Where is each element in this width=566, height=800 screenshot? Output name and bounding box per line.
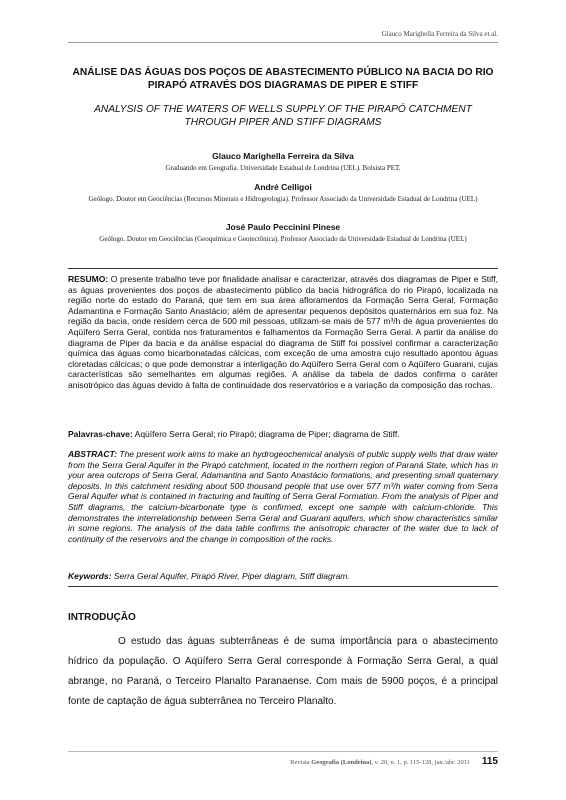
resumo-text: O presente trabalho teve por finalidade analisar e caracterizar, através dos diagramas de Piper e Stiff, as águas provenientes dos poços de abastecimento público da bacia hidrográfica do rio Pirapó, localizada na região norte do estado do Paraná, que tem em sua área afloramentos da Formação Serra Geral, Formação Adamantina e Formação Santo Anastácio; além de apresentar pequenos depósitos quaternários em sua foz. Na região da bacia, onde residem cerca de 500 mil pessoas, utilizam-se mais de 577 m³/h de água provenientes do Aqüífero Serra Geral, contida nos fraturamentos e falhamentos da Formação Serra Geral. A partir da análise do diagrama de Piper da bacia e da análise espacial do diagrama de Stiff foi possível confirmar a caracterização química das águas como bicarbonatadas cálcicas, com exceção de uma amostra cujo resultado apontou águas cloretadas cálcicas; o que pode demonstrar a interligação do Aqüífero Serra Geral com o Aqüífero Guarani, cujas características são semelhantes em algumas regiões. A análise da tabela de dados confirma o caráter anisotrópico das águas devido à falta de continuidade dos reservatórios e a variação da composição das rochas. — [68, 274, 498, 390]
resumo-block — [68, 274, 498, 391]
author-name-2: André Celligoi — [254, 182, 312, 192]
intro-paragraph: O estudo das águas subterrâneas é de suma importância para o abastecimento hídrico da população. O Aqüífero Serra Geral corresponde à Formação Serra Geral, a qual abrange, no Paraná, o Terceiro Planalto Paranaense. Com mais de 5900 poços, é a principal fonte de captação de água subterrânea no Terceiro Planalto. — [68, 636, 498, 707]
abstract-label: ABSTRACT: — [68, 449, 117, 459]
page-number: 115 — [481, 756, 498, 767]
running-head-text: Glauco Marighella Ferreira da Silva et al. — [381, 30, 498, 38]
abstract-top-rule — [68, 268, 498, 269]
keywords-block — [68, 571, 498, 582]
title-english: ANALYSIS OF THE WATERS OF WELLS SUPPLY OF THE PIRAPÓ CATCHMENT THROUGH PIPER AND STIFF DIAGRAMS — [94, 104, 472, 128]
footer-details: , v. 20, n. 1, p. 115-128, jan./abr. 2011 — [371, 759, 470, 766]
author-affiliation-1: Graduando em Geografia. Universidade Estadual de Londrina (UEL). Bolsista PET. — [165, 164, 401, 172]
author-name-3: José Paulo Peccinini Pinese — [225, 222, 341, 232]
footer-journal: Geografia (Londrina) — [311, 759, 372, 766]
palavras-chave-block — [68, 429, 498, 440]
palavras-chave-text: Aqüífero Serra Geral; rio Pirapó; diagrama de Piper; diagrama de Stiff. — [134, 429, 400, 439]
keywords-text: Serra Geral Aquifer, Pirapó River, Piper diagram, Stiff diagram. — [113, 571, 350, 581]
abstract-bottom-rule — [68, 586, 498, 587]
resumo-label: RESUMO: — [68, 274, 109, 284]
keywords-label: Keywords: — [68, 571, 112, 581]
author-name-1: Glauco Marighella Ferreira da Silva — [212, 151, 354, 161]
footer-prefix: Revista — [290, 759, 310, 766]
section-heading-introducao: INTRODUÇÃO — [68, 612, 136, 623]
footer-rule — [68, 751, 498, 752]
footer-citation — [68, 759, 470, 766]
author-affiliation-2: Geólogo. Doutor em Geociências (Recursos Minerais e Hidrogeologia). Professor Associado da Universidade Estadual de Londrina (UEL) — [88, 195, 478, 203]
abstract-text: The present work aims to make an hydrogeochemical analysis of public supply wells that draw water from the Serra Geral Aquifer in the Pirapó catchment, located in the northern region of Paraná State, which has in your area outcrops of Serra Geral, Adamantina and Santo Anastácio formations, and presenting small quaternary deposits. In this catchment residing about 500 thousand people that use over 577 m³/h water coming from Serra Geral Aquifer what is contained in fracturing and faulting of Serra Geral Formation. From the analysis of Piper and Stiff diagrams, the calcium-bicarbonate type is confirmed, except one sample with calcium-chloride. This demonstrates the interrelationship between Serra Geral and Guarani aquifers, which show characteristics similar in some regions. The analysis of the data table confirms the anisotropic character of the water due to lack of continuity of the reservoirs and the change in composition of the rocks. — [68, 449, 498, 544]
running-head — [68, 30, 498, 43]
author-affiliation-3: Geólogo. Doutor em Geociências (Geoquímica e Geotectônica). Professor Associado da Universidade Estadual de Londrina (UEL) — [99, 235, 467, 243]
abstract-block — [68, 449, 498, 544]
palavras-chave-label: Palavras-chave: — [68, 429, 133, 439]
title-portuguese: ANÁLISE DAS ÁGUAS DOS POÇOS DE ABASTECIMENTO PÚBLICO NA BACIA DO RIO PIRAPÓ ATRAVÉS DOS DIAGRAMAS DE PIPER E STIFF — [72, 67, 494, 91]
